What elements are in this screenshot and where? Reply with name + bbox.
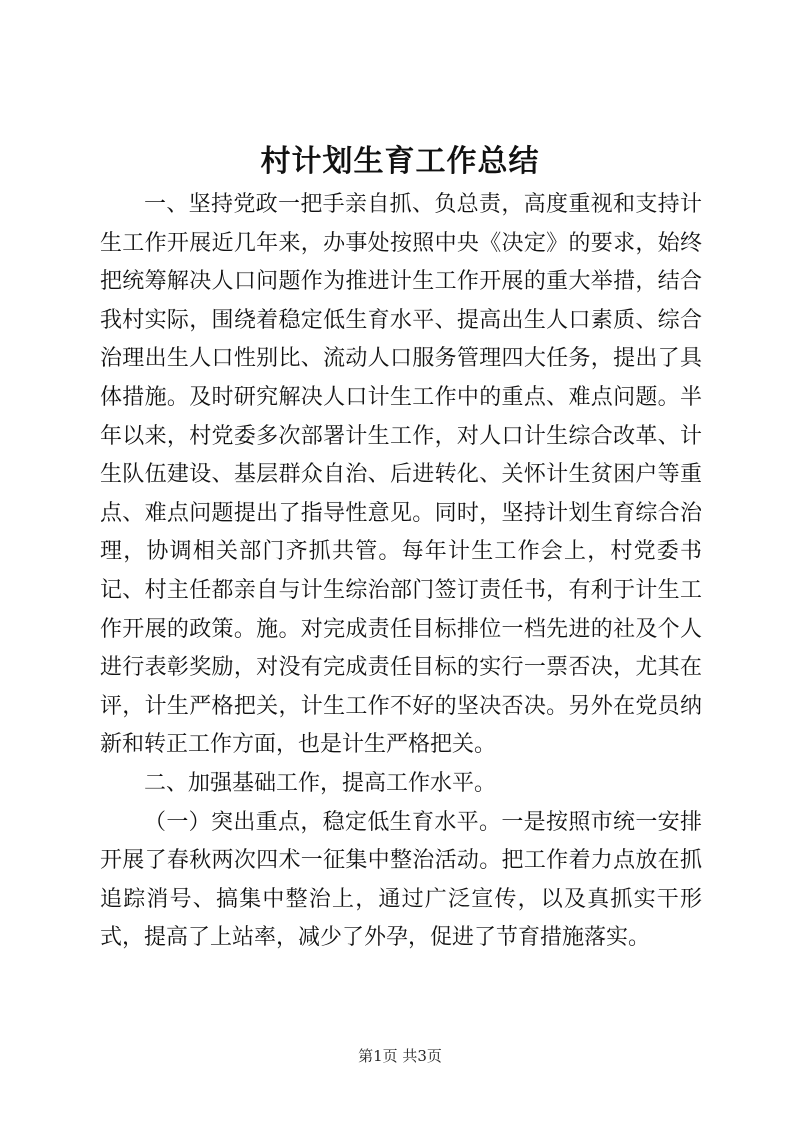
paragraph-2: 二、加强基础工作，提高工作水平。 — [144, 770, 497, 796]
document-body — [100, 186, 702, 958]
document-title: 村计划生育工作总结 — [260, 144, 540, 179]
page-number: 第1页 共3页 — [358, 1047, 442, 1065]
paragraph-3: （一）突出重点，稳定低生育水平。一是按照市统一安排开展了春秋两次四术一征集中整治活动。把工作着力点放在抓追踪消号、搞集中整治上，通过广泛宣传，以及真抓实干形式，提高了上站率，减少了外孕，促进了节育措施落实。 — [100, 809, 702, 951]
paragraph-1: 一、坚持党政一把手亲自抓、负总责，高度重视和支持计生工作开展近几年来，办事处按照中央《决定》的要求，始终把统筹解决人口问题作为推进计生工作开展的重大举措，结合我村实际，围绕着稳定低生育水平、提高出生人口素质、综合治理出生人口性别比、流动人口服务管理四大任务，提出了具体措施。及时研究解决人口计生工作中的重点、难点问题。半年以来，村党委多次部署计生工作，对人口计生综合改革、计生队伍建设、基层群众自治、后进转化、关怀计生贫困户等重点、难点问题提出了指导性意见。同时，坚持计划生育综合治理，协调相关部门齐抓共管。每年计生工作会上，村党委书记、村主任都亲自与计生综治部门签订责任书，有利于计生工作开展的政策。施。对完成责任目标排位一档先进的社及个人进行表彰奖励，对没有完成责任目标的实行一票否决，尤其在评，计生严格把关，计生工作不好的坚决否决。另外在党员纳新和转正工作方面，也是计生严格把关。 — [100, 192, 702, 758]
